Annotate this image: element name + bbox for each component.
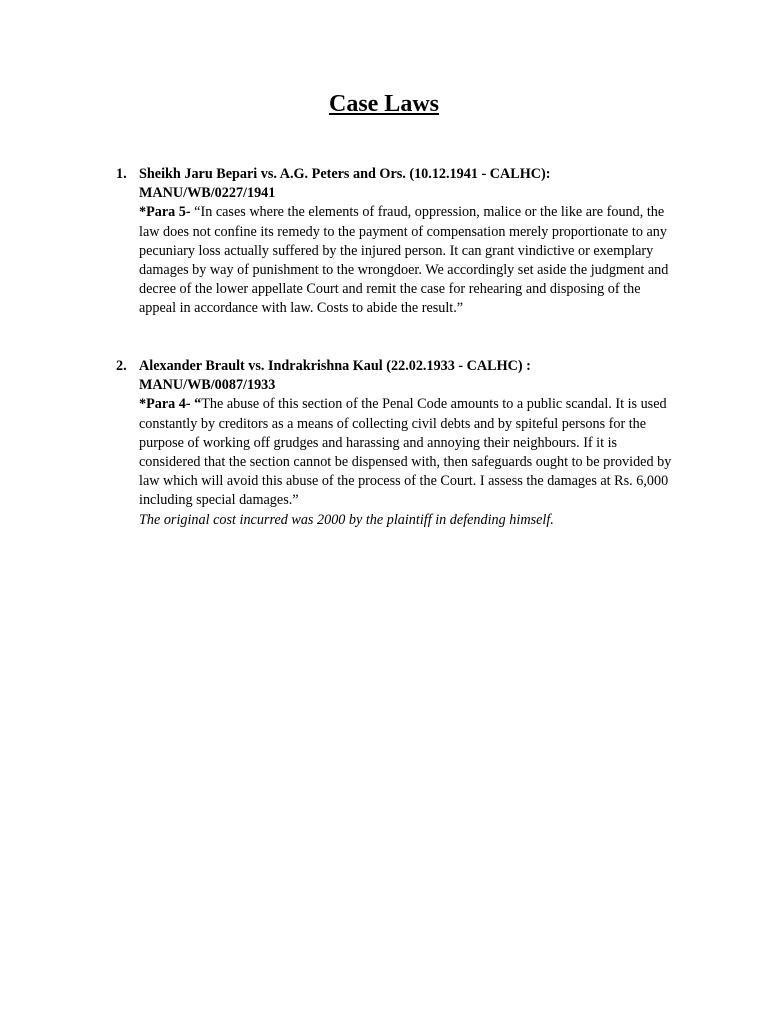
- case-heading: Sheikh Jaru Bepari vs. A.G. Peters and Ors. (10.12.1941 - CALHC):: [139, 166, 551, 182]
- case-citation: MANU/WB/0087/1933: [139, 377, 276, 394]
- page-title: Case Laws: [328, 91, 439, 117]
- case-number: 1.: [116, 166, 127, 182]
- para-label: *Para 5-: [139, 204, 191, 221]
- case-list-item: [116, 165, 676, 319]
- case-heading: Alexander Brault vs. Indrakrishna Kaul (22.02.1933 - CALHC) :: [139, 358, 531, 374]
- case-excerpt: [139, 203, 676, 318]
- case-citation: MANU/WB/0227/1941: [139, 185, 276, 202]
- case-body: [139, 357, 676, 530]
- case-quote: “In cases where the elements of fraud, oppression, malice or the like are found, the law does not confine its remedy to the payment of compensation merely proportionate to any pecuniary loss actually suffered by the injured person. It can grant vindictive or exemplary damages by way of punishment to the wrongdoer. We accordingly set aside the judgment and decree of the lower appellate Court and remit the case for rehearing and disposing of the appeal in accordance with law. Costs to abide the result.”: [139, 204, 669, 317]
- case-number: 2.: [116, 358, 127, 374]
- case-body: [139, 165, 676, 319]
- case-note: The original cost incurred was 2000 by the plaintiff in defending himself.: [139, 511, 554, 528]
- para-label: *Para 4- “: [139, 396, 202, 413]
- case-quote: The abuse of this section of the Penal Code amounts to a public scandal. It is used constantly by creditors as a means of collecting civil debts and by spiteful persons for the purpose of working off grudges and harassing and annoying their neighbours. If it is considered that the section cannot be dispensed with, then safeguards ought to be provided by law which will avoid this abuse of the process of the Court. I assess the damages at Rs. 6,000 including special damages.”: [139, 396, 672, 509]
- case-list-item: [116, 357, 676, 530]
- case-excerpt: [139, 395, 676, 510]
